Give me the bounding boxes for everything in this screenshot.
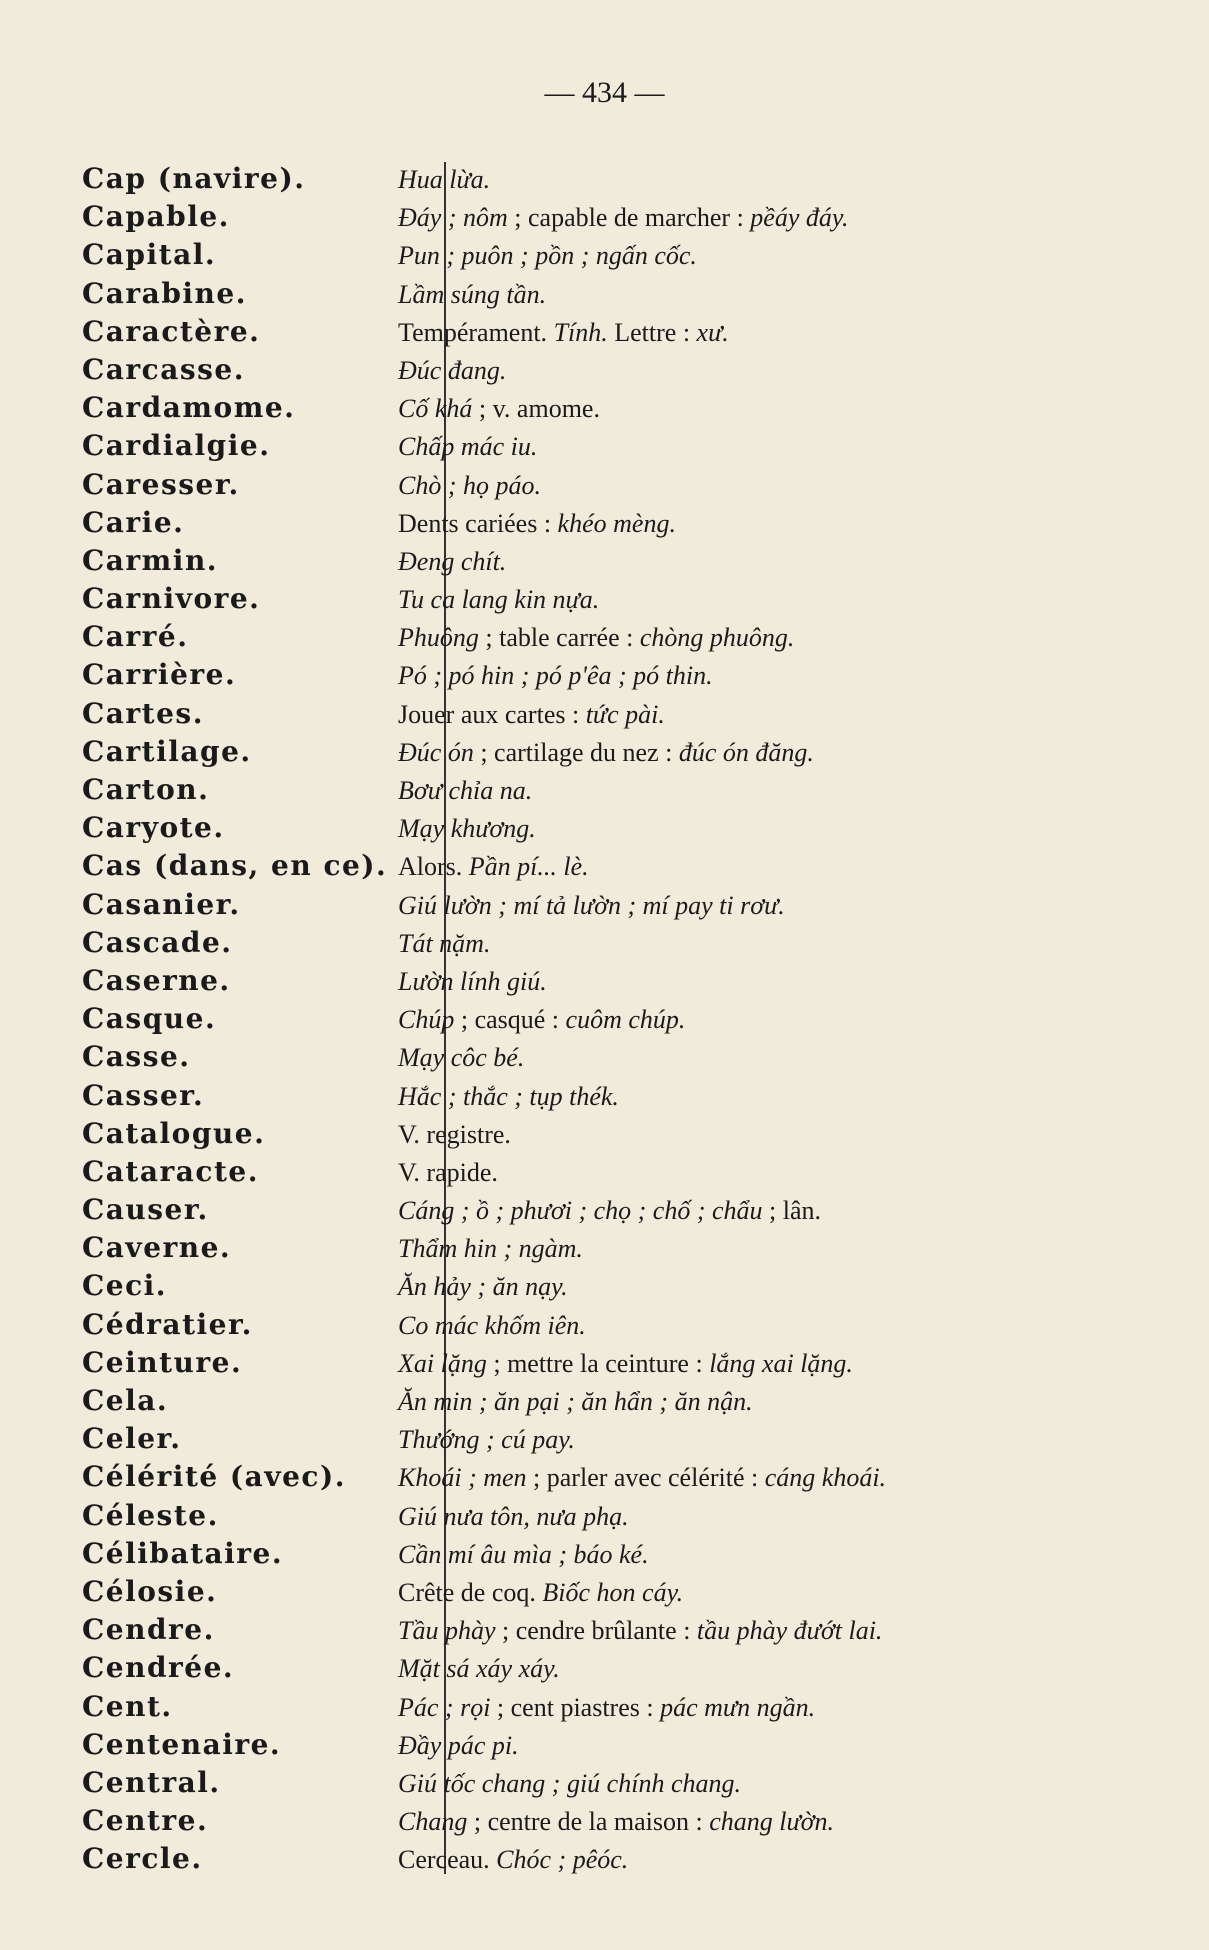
translation [380, 390, 600, 428]
headword: Caractère. [82, 314, 261, 348]
headword: Causer. [82, 1193, 209, 1227]
headword: Caryote. [82, 811, 225, 845]
translation-term: Chấp mác iu. [398, 432, 538, 462]
dictionary-entry [0, 809, 1209, 847]
translation-term: Tính. [553, 317, 608, 347]
dictionary-entry [0, 160, 1209, 198]
dictionary-entry [0, 1229, 1209, 1267]
translation-term: Xai lặng [398, 1348, 487, 1378]
dictionary-entry [0, 771, 1209, 809]
headword: Capable. [82, 200, 230, 234]
translation-term: Cố khá [398, 394, 473, 424]
headword: Central. [82, 1765, 221, 1799]
translation-note: ; capable de marcher : [507, 203, 751, 233]
dictionary-entry [0, 1802, 1209, 1840]
translation [380, 1841, 628, 1879]
headword: Cataracte. [82, 1154, 259, 1188]
translation-term: pềáy đáy. [750, 203, 849, 233]
translation-note: Dents cariées : [398, 508, 558, 538]
dictionary-entry [0, 1535, 1209, 1573]
dictionary-entry [0, 1344, 1209, 1382]
translation-term: Giú tốc chang ; giú chính chang. [398, 1768, 741, 1798]
headword: Cercle. [82, 1842, 203, 1876]
headword: Cascade. [82, 925, 233, 959]
translation [380, 925, 490, 963]
translation-term: chang lườn. [709, 1807, 835, 1837]
translation-term: Pó ; pó hin ; pó p'êa ; pó thin. [398, 661, 713, 691]
dictionary-entry [0, 1077, 1209, 1115]
headword: Centre. [82, 1804, 209, 1838]
translation [380, 1383, 753, 1421]
translation [380, 1154, 498, 1192]
translation-term: Chúp [398, 1005, 455, 1035]
translation [380, 734, 814, 772]
translation-term: Pác ; rọi [398, 1692, 491, 1722]
headword: Célosie. [82, 1574, 218, 1608]
dictionary-entry [0, 886, 1209, 924]
translation [380, 848, 589, 886]
translation-note: ; centre de la maison : [467, 1807, 710, 1837]
headword: Caserne. [82, 963, 231, 997]
dictionary-entry [0, 962, 1209, 1000]
dictionary-entry [0, 656, 1209, 694]
headword: Cendrée. [82, 1651, 235, 1685]
translation-term: Chang [398, 1807, 468, 1837]
translation [380, 1307, 586, 1345]
headword: Carton. [82, 773, 210, 806]
translation-term: Ăn min ; ăn pại ; ăn hẩn ; ăn nận. [398, 1387, 753, 1416]
translation-term: Phuông [398, 623, 479, 653]
dictionary-entry [0, 733, 1209, 771]
dictionary-entry [0, 847, 1209, 885]
dictionary-entries [0, 160, 1209, 1878]
translation-term: Lầm súng tần. [398, 279, 547, 309]
dictionary-entry [0, 1115, 1209, 1153]
headword: Capital. [82, 238, 217, 272]
translation-term: pác mưn ngần. [660, 1692, 816, 1722]
translation-term: Chóc ; pêóc. [496, 1845, 629, 1875]
translation-term: Mạy khương. [398, 814, 536, 844]
translation [380, 963, 547, 1001]
translation-term: Tát nặm. [398, 928, 491, 958]
translation [380, 1421, 575, 1459]
headword: Célibataire. [82, 1536, 284, 1570]
translation-note: V. rapide. [398, 1157, 498, 1187]
translation-note: Tempérament. [398, 317, 554, 347]
headword: Casser. [82, 1078, 205, 1112]
dictionary-entry [0, 618, 1209, 656]
translation-term: Cáng ; ồ ; phươi ; chọ ; chố ; chẩu [398, 1196, 763, 1226]
dictionary-entry [0, 236, 1209, 274]
dictionary-entry [0, 466, 1209, 504]
translation [380, 161, 490, 199]
translation [380, 1536, 649, 1574]
translation-term: Đầy pác pi. [398, 1730, 519, 1760]
translation-term: chòng phuông. [639, 623, 795, 653]
translation [380, 1039, 524, 1077]
translation [380, 1345, 853, 1383]
headword: Celer. [82, 1422, 182, 1456]
dictionary-entry [0, 1191, 1209, 1229]
translation [380, 1268, 568, 1306]
translation-term: Chò ; họ páo. [398, 470, 541, 500]
translation-note: ; table carrée : [478, 623, 640, 653]
dictionary-entry [0, 198, 1209, 236]
translation-note: Lettre : [607, 317, 697, 347]
headword: Ceci. [82, 1269, 168, 1303]
headword: Catalogue. [82, 1116, 266, 1150]
dictionary-entry [0, 1688, 1209, 1726]
translation-term: Tầu phày [398, 1616, 496, 1646]
translation [380, 1727, 519, 1765]
headword: Cela. [82, 1384, 169, 1417]
translation-term: Bơư chỉa na. [398, 776, 533, 805]
dictionary-entry [0, 695, 1209, 733]
translation [380, 887, 785, 925]
translation-note: ; cartilage du nez : [473, 737, 679, 767]
dictionary-entry [0, 1497, 1209, 1535]
translation [380, 1116, 511, 1154]
translation-term: Thẩm hin ; ngàm. [398, 1234, 583, 1264]
translation-term: tức pài. [585, 699, 665, 729]
translation-term: Hua lừa. [398, 165, 491, 194]
headword: Carmin. [82, 543, 219, 577]
translation [380, 237, 697, 275]
headword: Cartilage. [82, 734, 252, 768]
translation-term: Tu ca lang kin nựa. [398, 585, 600, 615]
headword: Carnivore. [82, 582, 261, 616]
headword: Célérité (avec). [82, 1460, 346, 1494]
translation-term: Lườn lính giú. [398, 966, 547, 996]
dictionary-entry [0, 1000, 1209, 1038]
translation [380, 314, 729, 352]
translation [380, 1459, 886, 1497]
headword: Carré. [82, 620, 189, 654]
dictionary-entry [0, 542, 1209, 580]
dictionary-entry [0, 1038, 1209, 1076]
dictionary-entry [0, 1458, 1209, 1496]
headword: Carrière. [82, 658, 237, 692]
headword: Caverne. [82, 1231, 232, 1265]
translation-note: V. registre. [398, 1119, 511, 1149]
translation-term: cuôm chúp. [565, 1005, 686, 1035]
translation-note: Alors. [398, 852, 469, 882]
translation-term: Đúc đang. [398, 355, 507, 385]
dictionary-entry [0, 504, 1209, 542]
translation [380, 1001, 685, 1039]
translation [380, 1498, 629, 1536]
translation [380, 1078, 619, 1116]
translation-term: khéo mèng. [557, 508, 676, 538]
page-number: — 434 — [544, 76, 665, 109]
headword: Cardialgie. [82, 429, 271, 463]
translation [380, 1803, 834, 1841]
dictionary-entry [0, 1420, 1209, 1458]
translation-term: Mặt sá xáy xáy. [398, 1654, 560, 1684]
headword: Cédratier. [82, 1307, 253, 1341]
headword: Cap (navire). [82, 162, 306, 195]
translation-note: ; cendre brûlante : [495, 1616, 697, 1646]
dictionary-entry [0, 275, 1209, 313]
translation [380, 657, 713, 695]
translation-term: Đeng chít. [398, 546, 507, 576]
headword: Casque. [82, 1002, 217, 1036]
translation [380, 1689, 815, 1727]
translation [380, 1650, 560, 1688]
translation [380, 1612, 882, 1650]
translation [380, 619, 794, 657]
dictionary-entry [0, 1649, 1209, 1687]
dictionary-entry [0, 427, 1209, 465]
translation [380, 772, 532, 810]
translation-note: ; casqué : [454, 1005, 566, 1035]
headword: Cendre. [82, 1613, 215, 1647]
translation-term: Đáy ; nôm [398, 203, 508, 233]
dictionary-entry [0, 389, 1209, 427]
translation-term: Đúc ón [398, 737, 474, 767]
dictionary-entry [0, 1306, 1209, 1344]
translation [380, 1765, 741, 1803]
translation-term: cáng khoái. [764, 1463, 887, 1493]
headword: Cartes. [82, 696, 204, 730]
translation-note: Cerceau. [398, 1845, 497, 1875]
translation [380, 1574, 683, 1612]
dictionary-entry [0, 1726, 1209, 1764]
headword: Cent. [82, 1689, 173, 1723]
translation [380, 581, 599, 619]
headword: Cas (dans, en ce). [82, 849, 388, 883]
translation [380, 352, 506, 390]
dictionary-entry [0, 580, 1209, 618]
dictionary-entry [0, 1267, 1209, 1305]
translation-term: Mạy côc bé. [398, 1043, 525, 1073]
translation [380, 1230, 583, 1268]
translation-term: Pun ; puôn ; pồn ; ngấn cốc. [398, 241, 697, 271]
translation-note: ; cent piastres : [490, 1692, 661, 1722]
headword: Carabine. [82, 276, 247, 310]
translation-term: Giú nưa tôn, nưa phạ. [398, 1501, 629, 1531]
headword: Carcasse. [82, 352, 245, 386]
translation-term: lắng xai lặng. [709, 1348, 853, 1378]
dictionary-entry [0, 1764, 1209, 1802]
dictionary-entry [0, 1611, 1209, 1649]
translation-term: Giú lườn ; mí tả lườn ; mí pay ti rơư. [398, 890, 785, 920]
translation [380, 199, 848, 237]
translation-note: ; mettre la ceinture : [486, 1348, 710, 1378]
translation-note: Jouer aux cartes : [398, 699, 586, 729]
translation [380, 543, 506, 581]
dictionary-entry [0, 1840, 1209, 1878]
translation-note: ; lân. [762, 1196, 822, 1226]
headword: Centenaire. [82, 1727, 282, 1761]
translation-term: Ăn hảy ; ăn nạy. [398, 1272, 568, 1302]
translation-term: Khoái ; men [398, 1463, 527, 1493]
translation-note: Crête de coq. [398, 1577, 543, 1607]
translation-term: Pần pí... lè. [468, 852, 589, 882]
dictionary-entry [0, 313, 1209, 351]
translation-term: tầu phày đướt lai. [696, 1616, 883, 1646]
translation-note: ; parler avec célérité : [526, 1463, 765, 1493]
translation-term: Hắc ; thắc ; tụp thék. [398, 1081, 619, 1111]
headword: Casse. [82, 1040, 191, 1074]
translation-term: Cần mí âu mìa ; báo ké. [398, 1539, 649, 1569]
translation [380, 505, 676, 543]
translation-term: Biốc hon cáy. [542, 1577, 684, 1607]
translation [380, 810, 536, 848]
translation [380, 428, 537, 466]
translation-term: đúc ón đăng. [678, 737, 814, 767]
headword: Céleste. [82, 1498, 219, 1532]
dictionary-entry [0, 1382, 1209, 1420]
headword: Caresser. [82, 467, 240, 501]
dictionary-entry [0, 1153, 1209, 1191]
dictionary-entry [0, 351, 1209, 389]
translation-term: Co mác khốm iên. [398, 1310, 586, 1340]
headword: Carie. [82, 505, 185, 539]
translation [380, 276, 546, 314]
translation [380, 467, 541, 505]
translation-note: ; v. amome. [472, 394, 600, 424]
translation-term: xư. [696, 317, 729, 347]
headword: Ceinture. [82, 1345, 243, 1379]
translation-term: Thướng ; cú pay. [398, 1425, 575, 1455]
dictionary-entry [0, 1573, 1209, 1611]
translation [380, 696, 665, 734]
dictionary-entry [0, 924, 1209, 962]
translation [380, 1192, 821, 1230]
headword: Cardamome. [82, 391, 296, 425]
headword: Casanier. [82, 887, 241, 921]
